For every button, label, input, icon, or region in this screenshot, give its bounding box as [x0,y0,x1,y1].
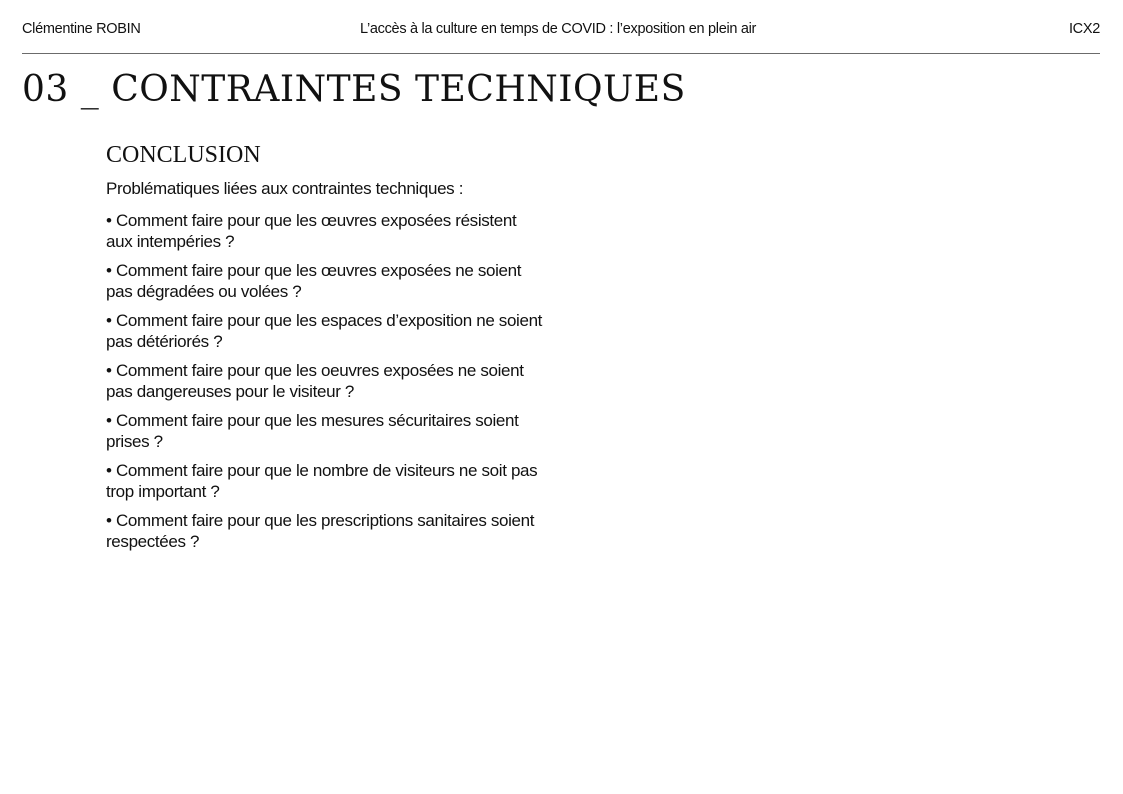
question-item: • Comment faire pour que le nombre de visiteurs ne soit pas trop important ? [106,461,538,501]
header-divider [22,53,1100,54]
question-item: • Comment faire pour que les espaces d’exposition ne soient pas détériorés ? [106,311,543,351]
document-title: L’accès à la culture en temps de COVID : l’exposition en plein air [360,21,757,37]
question-item: • Comment faire pour que les prescriptions sanitaires soient respectées ? [106,511,535,551]
subheading: CONCLUSION [106,142,261,168]
conclusion-section [106,140,546,560]
course-code: ICX2 [1068,21,1100,37]
question-item: • Comment faire pour que les oeuvres exposées ne soient pas dangereuses pour le visiteur ? [106,361,524,401]
question-item: • Comment faire pour que les mesures sécuritaires soient prises ? [106,411,519,451]
question-list [106,210,546,552]
page-header [22,19,1100,39]
author-name: Clémentine ROBIN [22,21,141,37]
intro-text: Problématiques liées aux contraintes techniques : [106,179,464,198]
question-item: • Comment faire pour que les œuvres exposées résistent aux intempéries ? [106,211,517,251]
question-item: • Comment faire pour que les œuvres exposées ne soient pas dégradées ou volées ? [106,261,522,301]
section-title: 03 _ CONTRAINTES TECHNIQUES [22,69,686,110]
